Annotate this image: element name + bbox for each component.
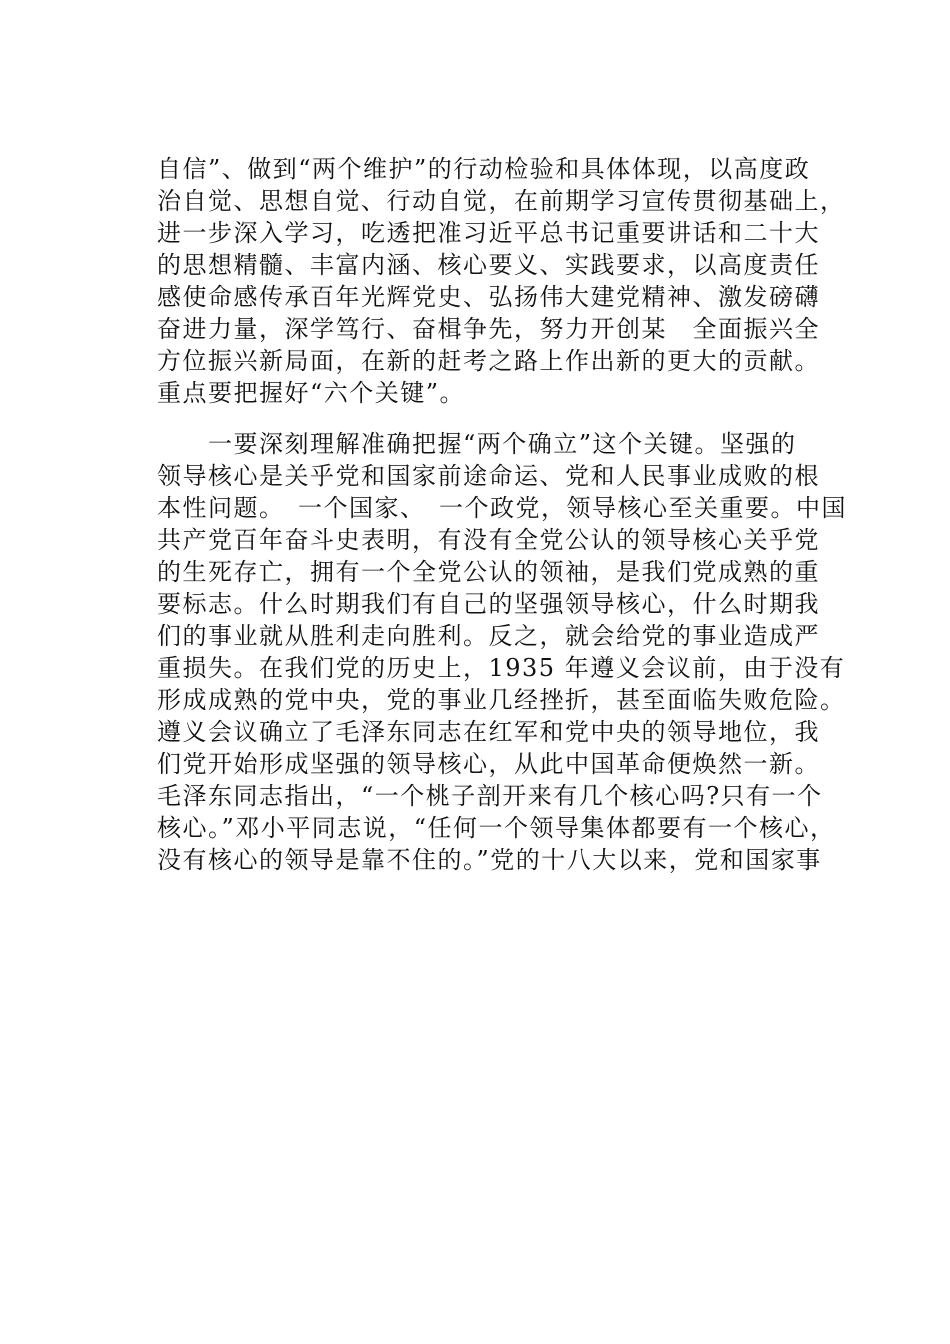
text-line: 们的事业就从胜利走向胜利。反之，就会给党的事业造成严 [157,622,820,650]
text-line: 重损失。在我们党的历史上，1935 年遵义会议前，由于没有 [157,654,846,682]
text-line: 的思想精髓、丰富内涵、核心要义、实践要求，以高度责任 [157,251,820,279]
text-line: 自信”、做到“两个维护”的行动检验和具体体现，以高度政 [157,155,811,183]
text-line: 要标志。什么时期我们有自己的坚强领导核心，什么时期我 [157,590,820,618]
text-line: 共产党百年奋斗史表明，有没有全党公认的领导核心关乎党 [157,526,820,554]
text-line: 本性问题。 一个国家、 一个政党，领导核心至关重要。中国 [157,494,847,522]
text-line: 们党开始形成坚强的领导核心，从此中国革命便焕然一新。 [157,750,820,778]
paragraph-1 [157,153,846,409]
text-line: 领导核心是关乎党和国家前途命运、党和人民事业成败的根 [157,462,820,490]
text-line: 核心。”邓小平同志说，“任何一个领导集体都要有一个核心， [157,814,836,842]
paragraph-2 [157,428,847,876]
text-line: 一要深刻理解准确把握“两个确立”这个关键。坚强的 [157,430,797,458]
text-line: 感使命感传承百年光辉党史、弘扬伟大建党精神、激发磅礴 [157,283,820,311]
text-line: 形成成熟的党中央，党的事业几经挫折，甚至面临失败危险。 [157,686,846,714]
text-line: 遵义会议确立了毛泽东同志在红军和党中央的领导地位，我 [157,718,820,746]
text-line: 进一步深入学习，吃透把准习近平总书记重要讲话和二十大 [157,219,820,247]
text-line: 奋进力量，深学笃行、奋楫争先，努力开创某 全面振兴全 [157,315,820,343]
text-line: 重点要把握好“六个关键”。 [157,379,466,407]
text-line: 的生死存亡，拥有一个全党公认的领袖，是我们党成熟的重 [157,558,820,586]
text-line: 没有核心的领导是靠不住的。”党的十八大以来，党和国家事 [157,846,822,874]
text-line: 治自觉、思想自觉、行动自觉，在前期学习宣传贯彻基础上， [157,187,846,215]
text-line: 毛泽东同志指出，“一个桃子剖开来有几个核心吗?只有一个 [157,782,823,810]
paragraph-spacing [157,409,827,428]
document-body [157,153,847,876]
text-line: 方位振兴新局面，在新的赶考之路上作出新的更大的贡献。 [157,347,820,375]
